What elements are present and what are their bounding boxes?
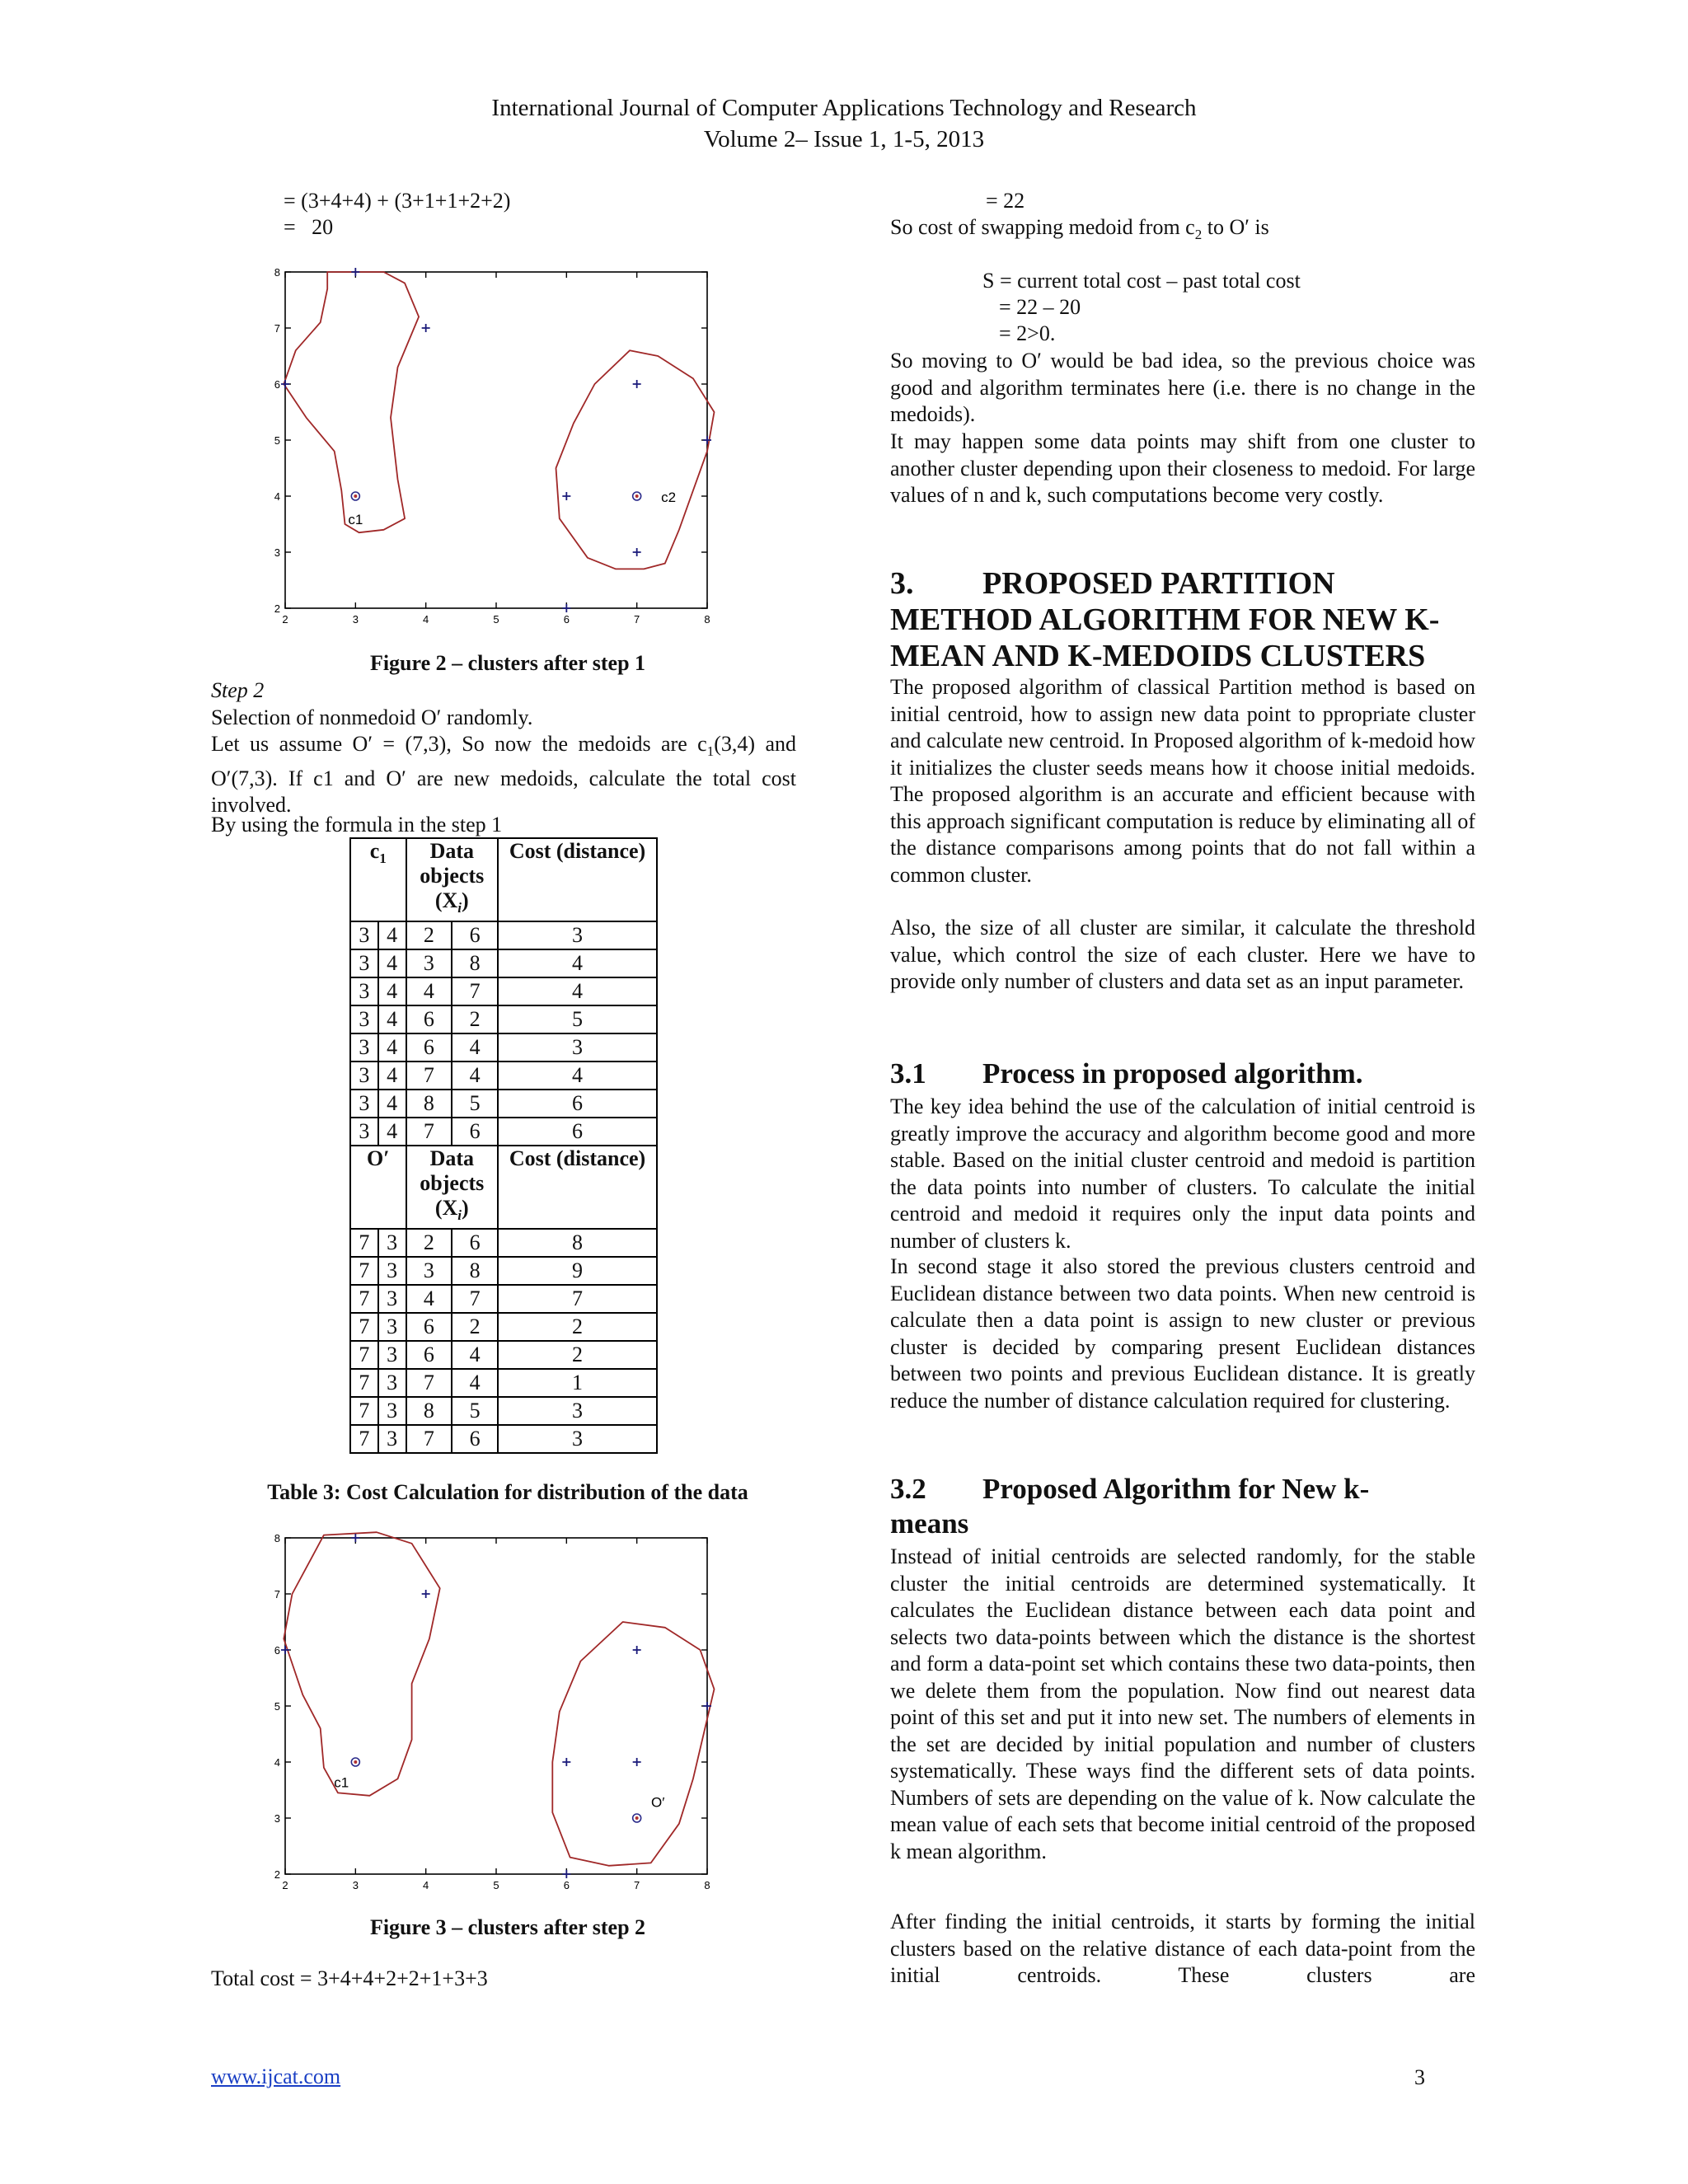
paragraph-bad-idea: So moving to O′ would be bad idea, so the previous choice was good and algorithm terminates here (i.e. there is no change in the medoids). [890, 349, 1475, 426]
table-cell: 2 [452, 1313, 498, 1341]
equation-22: = 22 [986, 189, 1025, 213]
table-cell: 3 [498, 921, 657, 949]
section-3-1-number: 3.1 [890, 1057, 926, 1090]
y-tick-label: 8 [274, 266, 280, 279]
o-prime-header [350, 1146, 406, 1229]
paragraph-initial-clusters: After finding the initial centroids, it starts by forming the initial clusters based on the relative distance of each data-point from the initial centroids. These clusters are [890, 1910, 1475, 1987]
table-cell: 2 [498, 1341, 657, 1369]
table-cell: 8 [406, 1090, 452, 1118]
y-tick-label: 7 [274, 322, 280, 335]
figure-2-scatter-plot [262, 262, 724, 625]
y-tick-label: 3 [274, 546, 280, 559]
xi-label: X [442, 888, 458, 912]
paragraph-shift: It may happen some data points may shift from one cluster to another cluster depending upon their closeness to medoid. For large values of n and k, such computations become very costly. [890, 429, 1475, 507]
table-cell: 7 [452, 977, 498, 1005]
table-cell: 3 [498, 1033, 657, 1062]
x-tick-label: 4 [423, 613, 429, 625]
section-3-2-title-line2: means [890, 1507, 969, 1540]
table-cell: 7 [498, 1285, 657, 1313]
x-tick-label: 2 [282, 1879, 288, 1891]
table-cell: 3 [378, 1313, 406, 1341]
table-row [350, 1397, 657, 1425]
data-objects-header: Data objects $(X_i)$ [406, 838, 499, 921]
table-cell: 6 [406, 1313, 452, 1341]
table-cell: 8 [452, 1257, 498, 1285]
step-2-label: Step 2 [211, 678, 265, 702]
x-tick-label: 7 [634, 613, 640, 625]
medoid-point-center [635, 494, 639, 498]
cost-table-body [350, 838, 657, 1453]
table-cell: 3 [378, 1341, 406, 1369]
table-cell: 3 [378, 1257, 406, 1285]
table-cell: 7 [350, 1285, 378, 1313]
table-row [350, 921, 657, 949]
table-cell: 3 [350, 1005, 378, 1033]
plot-frame [285, 1538, 707, 1874]
x-tick-label: 7 [634, 1879, 640, 1891]
page-number: 3 [1414, 2065, 1425, 2089]
x-tick-label: 2 [282, 613, 288, 625]
c-label: c [369, 839, 380, 863]
step-2-assumption-sub: 1 [706, 743, 715, 760]
table-cell: 8 [406, 1397, 452, 1425]
table-cell: 4 [498, 977, 657, 1005]
table-cell: 7 [350, 1257, 378, 1285]
table-row [350, 949, 657, 977]
figure-3-caption: Figure 3 – clusters after step 2 [369, 1915, 646, 1939]
table-cell: 3 [350, 921, 378, 949]
table-cell: 4 [378, 949, 406, 977]
medoid-point-center [635, 1816, 639, 1820]
data-objects-header: Data objects $(X_i)$ [406, 1146, 499, 1229]
table-header-row [350, 1146, 657, 1229]
y-tick-label: 4 [274, 1756, 280, 1769]
step-2-assumption-text: Let us assume O′ = (7,3), So now the medoids are c [211, 732, 707, 756]
table-cell: 3 [498, 1397, 657, 1425]
table-cell: 4 [406, 1285, 452, 1313]
table-cell: 4 [378, 1033, 406, 1062]
y-tick-label: 4 [274, 490, 280, 503]
table-cell: 6 [452, 1229, 498, 1257]
table-cell: 7 [350, 1313, 378, 1341]
section-3-number: 3. [890, 566, 914, 601]
o-prime-label: O′ [366, 1146, 390, 1171]
table-row [350, 1285, 657, 1313]
footer-website-link[interactable]: www.ijcat.com [211, 2064, 341, 2088]
table-cell: 3 [378, 1425, 406, 1453]
section-3-2-title-line1: Proposed Algorithm for New k- [982, 1473, 1370, 1505]
table-cell: 3 [378, 1397, 406, 1425]
table-row [350, 977, 657, 1005]
table-row [350, 1062, 657, 1090]
paragraph-initial-centroids: Instead of initial centroids are selected randomly, for the stable cluster the initial centroids are determined systematically. It calculates the Euclidean distance between each data point and selects two data-points between which the distance is the shortest and form a data-point set which contains these two data-points, then we delete them from the population. Now find out nearest data point of this set and put it into new set. The numbers of elements in the set are decided by initial population and number of clusters systematically. These ways find the different sets of data points. Numbers of sets are depending on the value of k. Now calculate the mean value of each sets that become initial centroid of the proposed k mean algorithm. [890, 1544, 1475, 1863]
table-row [350, 1005, 657, 1033]
table-cell: 4 [378, 1118, 406, 1146]
table-cell: 3 [350, 1062, 378, 1090]
section-3-1-heading [890, 1057, 1363, 1091]
volume-line: Volume 2– Issue 1, 1-5, 2013 [703, 126, 985, 152]
table-cell: 7 [350, 1369, 378, 1397]
table-row [350, 1425, 657, 1453]
table-cell: 3 [350, 949, 378, 977]
step-2-description: Selection of nonmedoid O′ randomly. [211, 705, 533, 729]
table-cell: 4 [378, 977, 406, 1005]
swap-cost-text: So cost of swapping medoid from c [890, 215, 1195, 239]
table-cell: 7 [350, 1341, 378, 1369]
table-cell: 8 [498, 1229, 657, 1257]
table-cell: 8 [452, 949, 498, 977]
table-cell: 4 [378, 1005, 406, 1033]
table-3-caption: Table 3: Cost Calculation for distribution of the data [267, 1480, 748, 1504]
table-cell: 3 [350, 1033, 378, 1062]
table-cell: 2 [452, 1005, 498, 1033]
table-cell: 6 [406, 1033, 452, 1062]
paragraph-key-idea: The key idea behind the use of the calculation of initial centroid is greatly improve the accuracy and algorithm become good and more stable. Based on the initial cluster centroid and medoid is partition the data points into number of clusters. To calculate the initial centroid and medoid it requires only the input data points and number of clusters k. [890, 1094, 1475, 1253]
step-2-formula-note: By using the formula in the step 1 [211, 813, 503, 837]
point-annotation: c2 [661, 489, 677, 505]
x-tick-label: 4 [423, 1879, 429, 1891]
table-cell: 2 [498, 1313, 657, 1341]
x-tick-label: 5 [493, 613, 499, 625]
point-annotation: c1 [334, 1774, 349, 1791]
table-cell: 2 [406, 921, 452, 949]
table-cell: 5 [452, 1090, 498, 1118]
table-cell: 3 [406, 949, 452, 977]
equation-sum: = (3+4+4) + (3+1+1+2+2) [284, 189, 511, 213]
c-label-sub: 1 [379, 851, 387, 867]
x-tick-label: 5 [493, 1879, 499, 1891]
table-row [350, 1033, 657, 1062]
table-cell: 7 [350, 1425, 378, 1453]
y-tick-label: 2 [274, 602, 280, 615]
table-cell: 7 [452, 1285, 498, 1313]
cost-header: Cost (distance) [498, 838, 657, 921]
y-tick-label: 7 [274, 1588, 280, 1601]
table-cell: 6 [498, 1118, 657, 1146]
table-cell: 4 [452, 1341, 498, 1369]
plot-frame [285, 272, 707, 608]
table-cell: 4 [378, 921, 406, 949]
table-row [350, 1229, 657, 1257]
table-cell: 6 [406, 1341, 452, 1369]
section-3-1-title: Process in proposed algorithm. [982, 1057, 1363, 1090]
data-objects-label: Data objects [420, 1146, 485, 1196]
paragraph-proposed-algorithm: The proposed algorithm of classical Partition method is based on initial centroid, how to assign new data point to ppropriate cluster and calculate new centroid. In Proposed algorithm of k-medoid how it initializes the cluster seeds means how it choose initial medoids. The proposed algorithm is an accurate and efficient because with this approach significant computation is reduce by eliminating all of the distance comparisons among points that do not fall within a common cluster. [890, 675, 1475, 887]
s-formula-line3: = 2>0. [999, 321, 1056, 345]
table-cell: 5 [498, 1005, 657, 1033]
table-cell: 7 [406, 1425, 452, 1453]
step-2-assumption [211, 731, 796, 819]
section-3-2-heading [890, 1472, 1484, 1541]
y-tick-label: 6 [274, 1644, 280, 1657]
table-cell: 6 [452, 921, 498, 949]
table-row [350, 1313, 657, 1341]
table-cell: 4 [452, 1062, 498, 1090]
section-3-title-line3: MEAN AND K-MEDOIDS CLUSTERS [890, 639, 1426, 673]
cost-table [349, 837, 658, 1454]
y-tick-label: 3 [274, 1812, 280, 1825]
x-tick-label: 6 [563, 613, 570, 625]
cost-header: Cost (distance) [498, 1146, 657, 1229]
table-header-row [350, 838, 657, 921]
table-row [350, 1257, 657, 1285]
x-tick-label: 3 [352, 613, 359, 625]
swap-cost-intro [890, 214, 1269, 249]
swap-cost-sub: 2 [1194, 227, 1203, 243]
paragraph-threshold: Also, the size of all cluster are similar, it calculate the threshold value, which control the size of each cluster. Here we have to provide only number of clusters and data set as an input parameter. [890, 916, 1475, 993]
s-formula-line1: S = current total cost – past total cost [982, 269, 1301, 293]
table-cell: 3 [378, 1229, 406, 1257]
x-tick-label: 8 [704, 613, 710, 625]
table-cell: 4 [498, 1062, 657, 1090]
y-tick-label: 8 [274, 1532, 280, 1544]
total-cost-line: Total cost = 3+4+4+2+2+1+3+3 [211, 1966, 488, 1990]
journal-title: International Journal of Computer Applications Technology and Research [491, 95, 1197, 121]
table-cell: 3 [350, 1118, 378, 1146]
table-cell: 7 [350, 1397, 378, 1425]
section-3-title-line2: METHOD ALGORITHM FOR NEW K- [890, 602, 1440, 637]
y-tick-label: 6 [274, 378, 280, 391]
y-tick-label: 5 [274, 1700, 280, 1713]
table-cell: 6 [452, 1118, 498, 1146]
table-cell: 3 [350, 977, 378, 1005]
table-cell: 7 [350, 1229, 378, 1257]
x-tick-label: 8 [704, 1879, 710, 1891]
table-cell: 4 [498, 949, 657, 977]
table-cell: 3 [378, 1285, 406, 1313]
swap-cost-rest: to O′ is [1202, 215, 1269, 239]
s-formula-line2: = 22 – 20 [999, 295, 1081, 319]
equation-result: = 20 [284, 215, 334, 239]
table-row [350, 1118, 657, 1146]
table-row [350, 1341, 657, 1369]
table-cell: 6 [452, 1425, 498, 1453]
table-cell: 6 [498, 1090, 657, 1118]
table-cell: 6 [406, 1005, 452, 1033]
table-cell: 4 [452, 1369, 498, 1397]
table-cell: 9 [498, 1257, 657, 1285]
figure-3-scatter-plot [262, 1528, 724, 1891]
table-cell: 3 [378, 1369, 406, 1397]
table-cell: 4 [452, 1033, 498, 1062]
table-cell: 7 [406, 1369, 452, 1397]
table-row [350, 1090, 657, 1118]
table-cell: 4 [378, 1090, 406, 1118]
medoid-point-center [354, 494, 357, 498]
section-3-2-number: 3.2 [890, 1473, 926, 1505]
xi-label: X [442, 1196, 458, 1221]
step-2-assumption-rest: (3,4) and O′(7,3). If c1 and O′ are new medoids, calculate the total cost involved. [211, 732, 796, 818]
table-cell: 3 [498, 1425, 657, 1453]
section-3-title-line1: PROPOSED PARTITION [982, 566, 1335, 601]
x-tick-label: 6 [563, 1879, 570, 1891]
table-cell: 3 [350, 1090, 378, 1118]
table-cell: 4 [378, 1062, 406, 1090]
table-cell: 5 [452, 1397, 498, 1425]
point-annotation: O′ [651, 1794, 665, 1811]
table-cell: 1 [498, 1369, 657, 1397]
medoid-point-center [354, 1760, 357, 1764]
xi-label-sub: i [457, 900, 462, 916]
y-tick-label: 5 [274, 434, 280, 447]
table-cell: 2 [406, 1229, 452, 1257]
table-cell: 3 [406, 1257, 452, 1285]
table-cell: 4 [406, 977, 452, 1005]
x-tick-label: 3 [352, 1879, 359, 1891]
data-objects-label: Data objects [420, 839, 485, 888]
xi-label-sub: i [457, 1207, 462, 1224]
paragraph-second-stage: In second stage it also stored the previous clusters centroid and Euclidean distance between two data points. When new centroid is calculate then a data point is assign to new cluster or previous cluster is decided by comparing present Euclidean distances between two points and previous Euclidean distance. It is greatly reduce the number of distance calculation required for clustering. [890, 1254, 1475, 1413]
section-3-heading [890, 565, 1484, 674]
figure-2-caption: Figure 2 – clusters after step 1 [369, 651, 646, 675]
point-annotation: c1 [348, 512, 363, 527]
c1-header [350, 838, 406, 921]
table-row [350, 1369, 657, 1397]
table-cell: 7 [406, 1118, 452, 1146]
table-cell: 7 [406, 1062, 452, 1090]
y-tick-label: 2 [274, 1868, 280, 1881]
